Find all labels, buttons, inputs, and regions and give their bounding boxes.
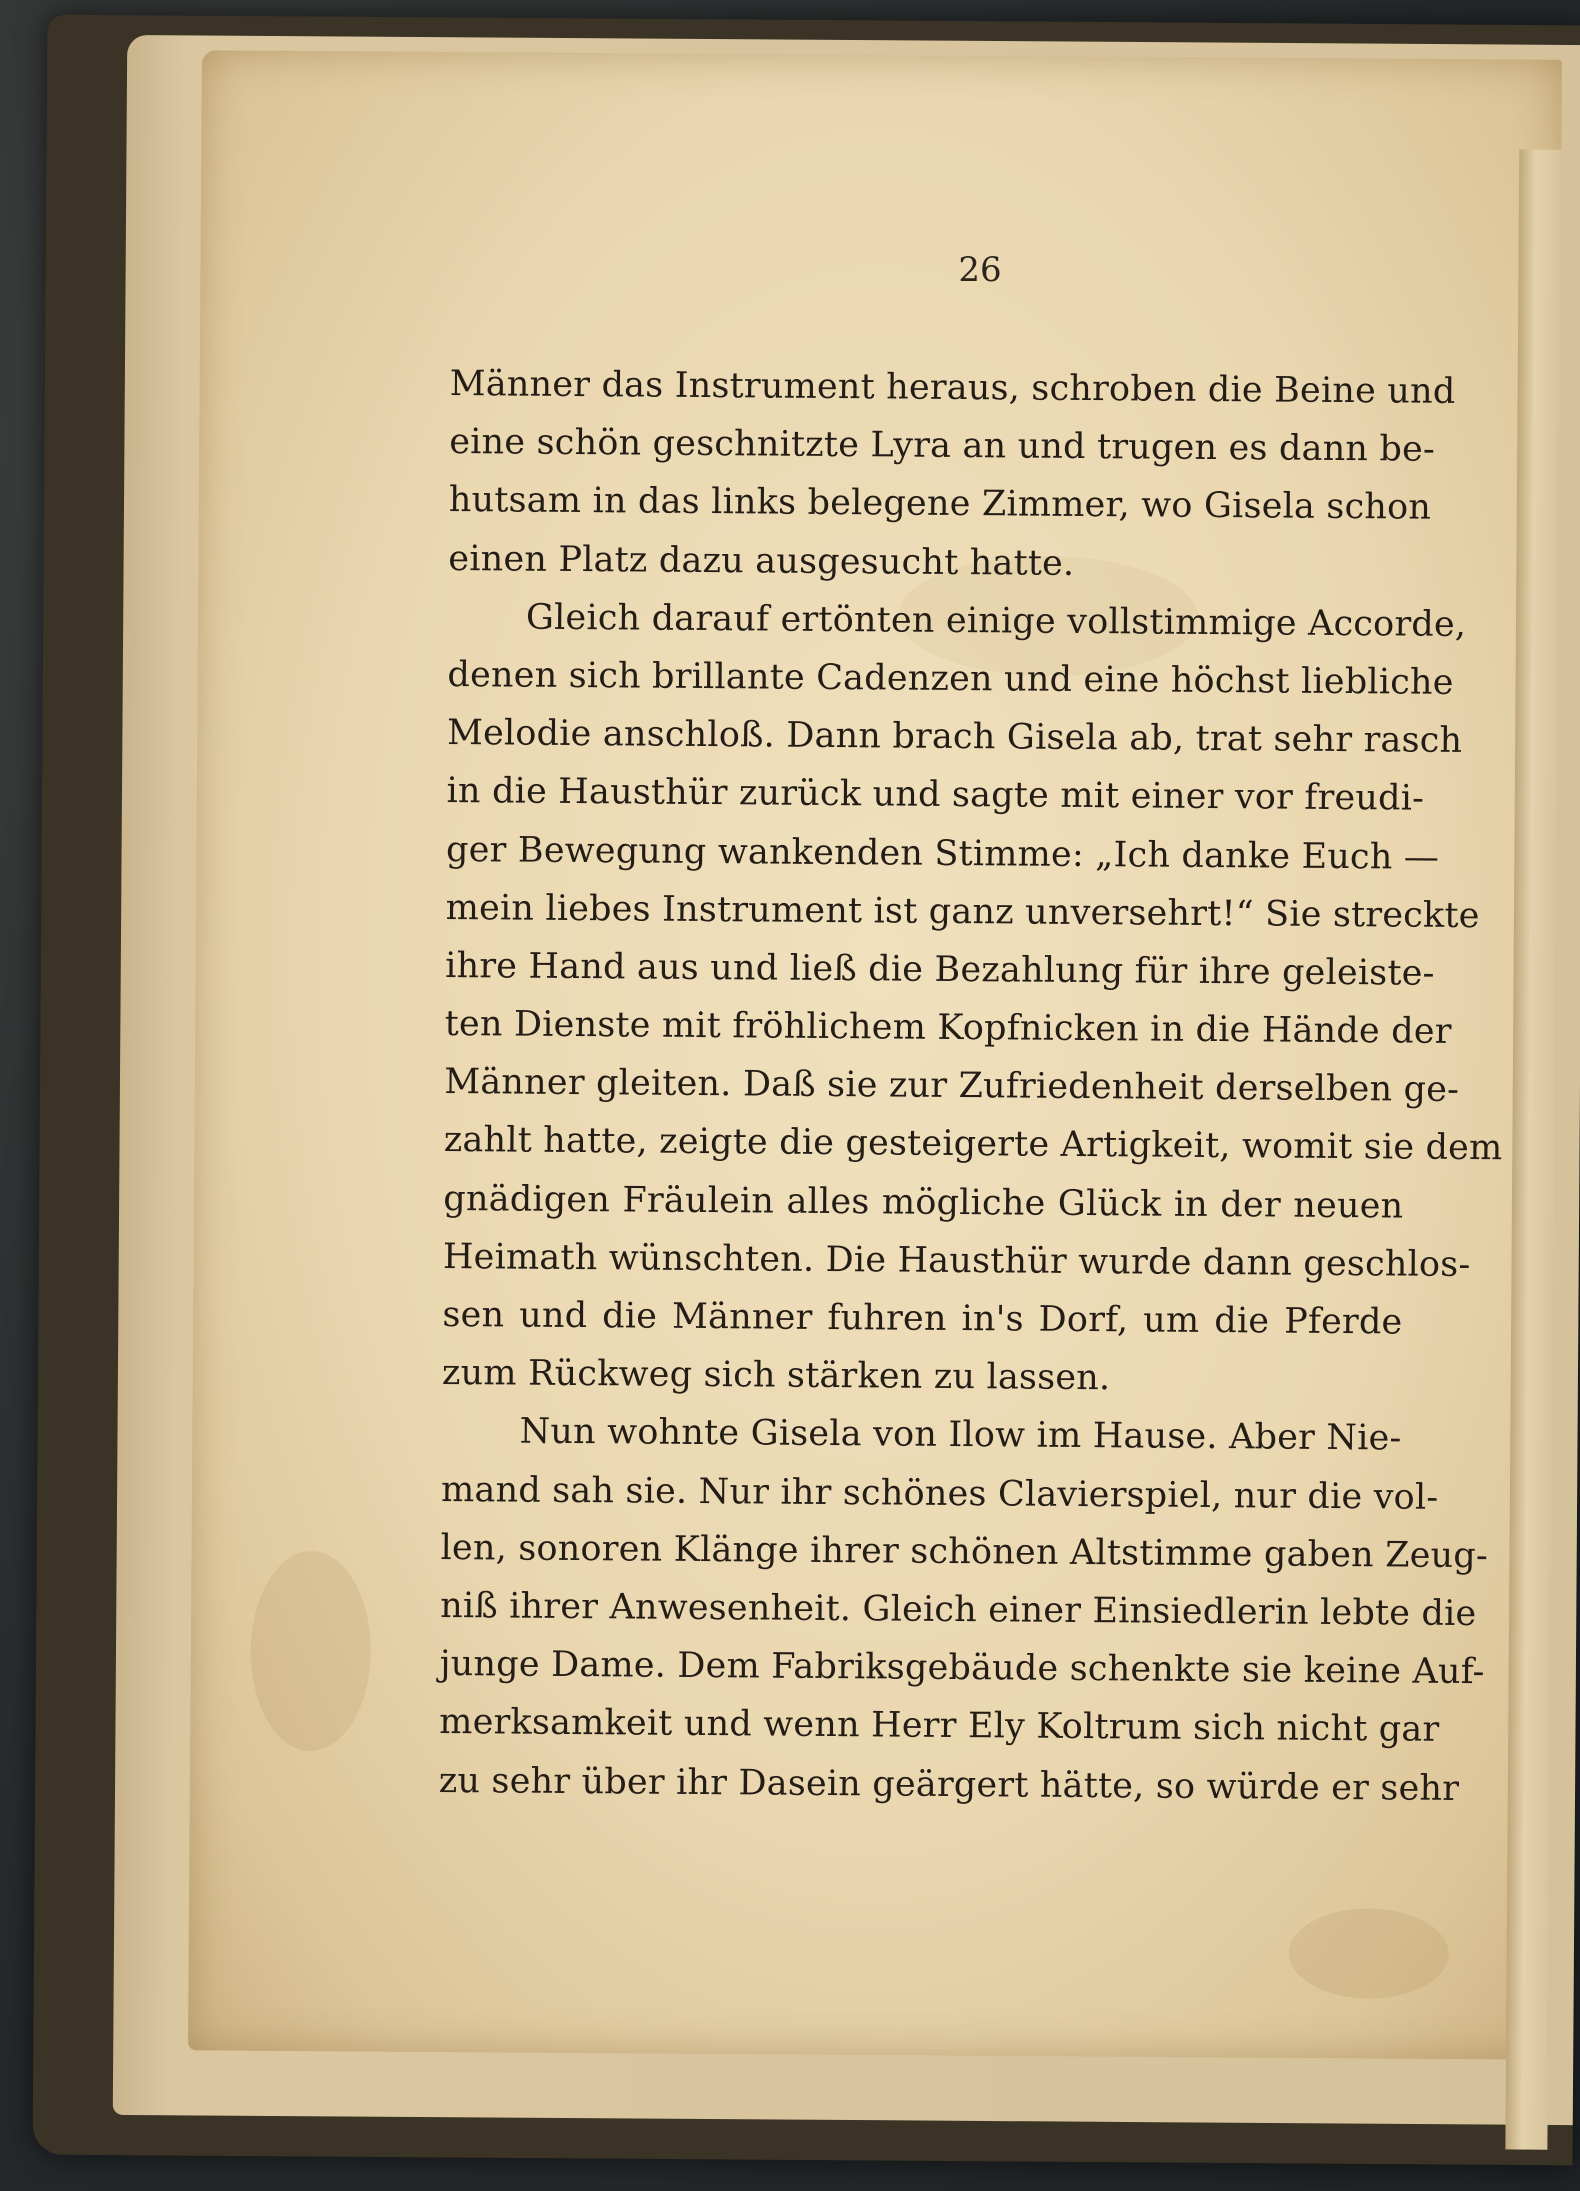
text-line: ger Bewegung wankenden Stimme: „Ich danke Euch — <box>445 829 1440 878</box>
text-line: Männer das Instrument heraus, schroben die Beine und <box>449 363 1456 412</box>
text-line: Nun wohnte Gisela von Ilow im Hause. Aber Nie- <box>519 1411 1402 1459</box>
text-line: len, sonoren Klänge ihrer schönen Altstimme gaben Zeug- <box>440 1527 1489 1576</box>
text-line: mein liebes Instrument ist ganz unversehrt!“ Sie streckte <box>445 887 1480 936</box>
text-line: Gleich darauf ertönten einige vollstimmige Accorde, <box>525 597 1467 645</box>
text-line: junge Dame. Dem Fabriksgebäude schenkte sie keine Auf- <box>439 1644 1485 1693</box>
text-line: Heimath wünschten. Die Hausthür wurde dann geschlos- <box>442 1236 1471 1285</box>
text-line: einen Platz dazu ausgesucht hatte. <box>448 538 1075 584</box>
text-line: ihre Hand aus und ließ die Bezahlung für ihre geleiste- <box>445 945 1435 994</box>
text-line: zum Rückweg sich stärken zu lassen. <box>441 1353 1111 1399</box>
paper-stain <box>250 1551 371 1752</box>
text-line: zu sehr über ihr Dasein geärgert hätte, so würde er sehr <box>438 1760 1460 1809</box>
text-line: hutsam in das links belegene Zimmer, wo Gisela schon <box>448 480 1432 529</box>
body-text <box>438 355 1503 1817</box>
text-line: denen sich brillante Cadenzen und eine höchst liebliche <box>447 654 1454 703</box>
text-line: niß ihrer Anwesenheit. Gleich einer Einsiedlerin lebte die <box>440 1585 1477 1635</box>
text-line: merksamkeit und wenn Herr Ely Koltrum sich nicht gar <box>439 1702 1440 1751</box>
paper-stain <box>1288 1908 1449 1999</box>
text-line: in die Hausthür zurück und sagte mit einer vor freudi- <box>446 771 1425 819</box>
text-line: gnädigen Fräulein alles mögliche Glück in der neuen <box>443 1178 1404 1227</box>
text-line: Melodie anschloß. Dann brach Gisela ab, trat sehr rasch <box>446 713 1463 762</box>
text-line: zahlt hatte, zeigte die gesteigerte Artigkeit, womit sie dem <box>443 1120 1503 1169</box>
text-line: ten Dienste mit fröhlichem Kopfnicken in die Hände der <box>444 1004 1452 1052</box>
text-line: Männer gleiten. Daß sie zur Zufriedenheit derselben ge- <box>444 1062 1460 1111</box>
page-number: 26 <box>958 250 1002 290</box>
text-line: eine schön geschnitzte Lyra an und trugen es dann be- <box>449 422 1436 470</box>
text-line: sen und die Männer fuhren in's Dorf, um die Pferde <box>442 1294 1403 1343</box>
text-line: mand sah sie. Nur ihr schönes Clavierspiel, nur die vol- <box>440 1469 1439 1518</box>
